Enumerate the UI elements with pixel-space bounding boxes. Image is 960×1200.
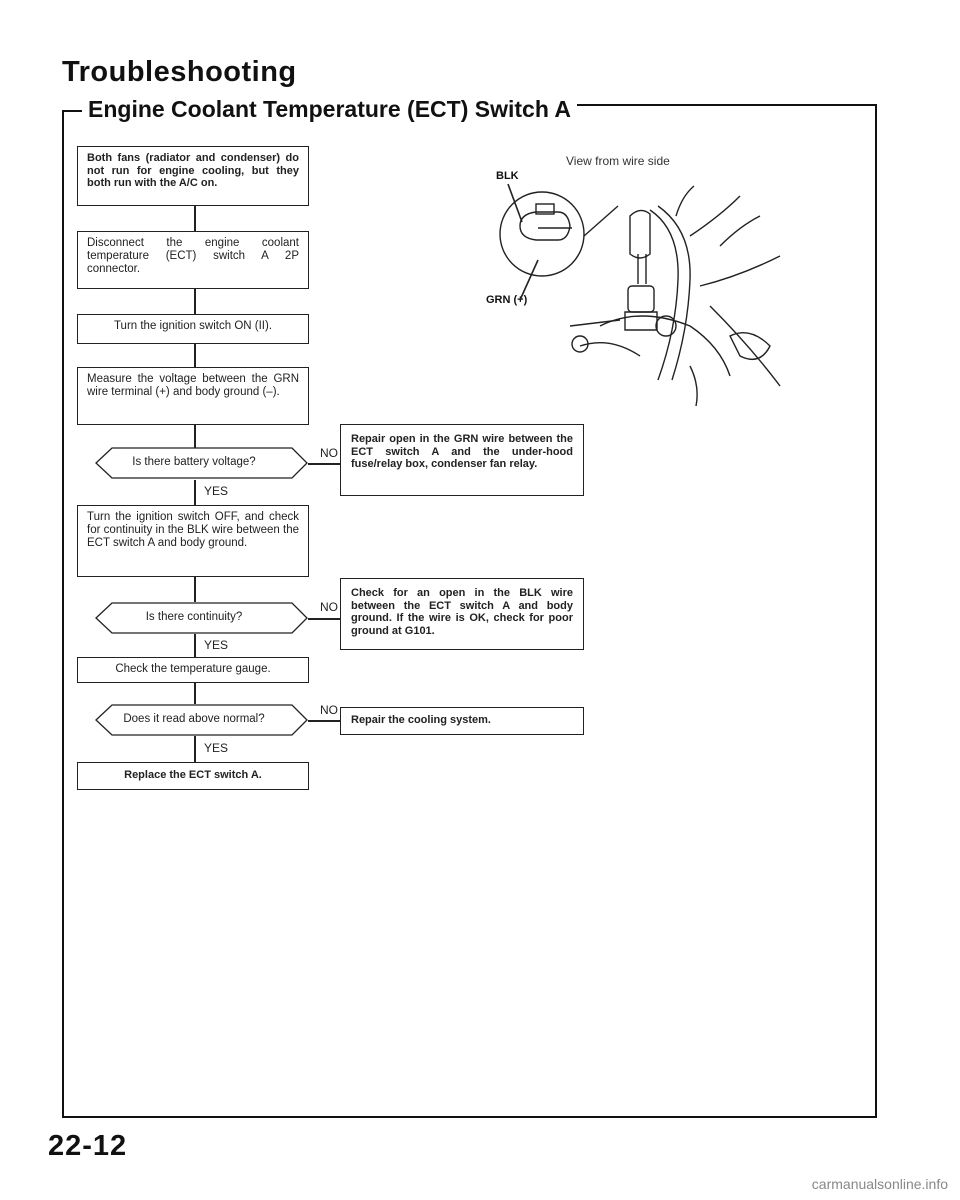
symptom-box: Both fans (radiator and condenser) do not run for engine cooling, but they both run with the A/C on.	[77, 146, 309, 206]
decision-label: Does it read above normal?	[123, 713, 265, 725]
blk-wire-label: BLK	[496, 170, 519, 182]
connector	[194, 736, 196, 762]
no-label: NO	[320, 600, 338, 614]
view-from-wire-side-label: View from wire side	[566, 154, 670, 168]
yes-label: YES	[204, 741, 229, 755]
frame-right	[875, 104, 877, 1118]
no-branch-line	[308, 618, 340, 620]
yes-label: YES	[204, 638, 229, 652]
connector	[194, 205, 196, 231]
decision-continuity	[80, 602, 308, 634]
connector	[194, 424, 196, 448]
frame-top-left	[62, 110, 84, 112]
final-step-box: Replace the ECT switch A.	[77, 762, 309, 790]
decision-battery-voltage	[80, 447, 308, 479]
yes-label: YES	[204, 484, 229, 498]
step-ignition-on: Turn the ignition switch ON (II).	[77, 314, 309, 344]
fix-grn-wire: Repair open in the GRN wire between the ECT switch A and the under-hood fuse/relay box, condenser fan relay.	[340, 424, 584, 496]
no-branch-line	[308, 720, 340, 722]
page-number: 22-12	[48, 1130, 128, 1162]
connector	[194, 682, 196, 704]
page-title: Troubleshooting	[62, 56, 297, 88]
no-branch-line	[308, 463, 340, 465]
decision-label: Is there battery voltage?	[132, 456, 256, 468]
decision-above-normal	[80, 704, 308, 736]
connector	[194, 343, 196, 367]
step-disconnect: Disconnect the engine coolant temperature (ECT) switch A 2P connector.	[77, 231, 309, 289]
no-label: NO	[320, 703, 338, 717]
frame-left	[62, 110, 64, 1118]
no-label: NO	[320, 446, 338, 460]
connector	[194, 634, 196, 658]
ect-switch-illustration	[480, 176, 820, 406]
decision-label: Is there continuity?	[145, 611, 243, 623]
watermark: carmanualsonline.info	[811, 1176, 948, 1192]
connector	[194, 576, 196, 602]
connector	[194, 288, 196, 314]
grn-wire-label: GRN (+)	[486, 294, 528, 306]
section-title: Engine Coolant Temperature (ECT) Switch A	[82, 96, 577, 123]
fix-blk-wire: Check for an open in the BLK wire between the ECT switch A and body ground. If the wire is OK, check for poor ground at G101.	[340, 578, 584, 650]
fix-cooling-system: Repair the cooling system.	[340, 707, 584, 735]
frame-bottom	[62, 1116, 877, 1118]
step-check-continuity: Turn the ignition switch OFF, and check for continuity in the BLK wire between the ECT switch A and body ground.	[77, 505, 309, 577]
frame-top-right	[550, 104, 877, 106]
connector	[194, 480, 196, 506]
step-temperature-gauge: Check the temperature gauge.	[77, 657, 309, 683]
step-measure-voltage: Measure the voltage between the GRN wire terminal (+) and body ground (–).	[77, 367, 309, 425]
